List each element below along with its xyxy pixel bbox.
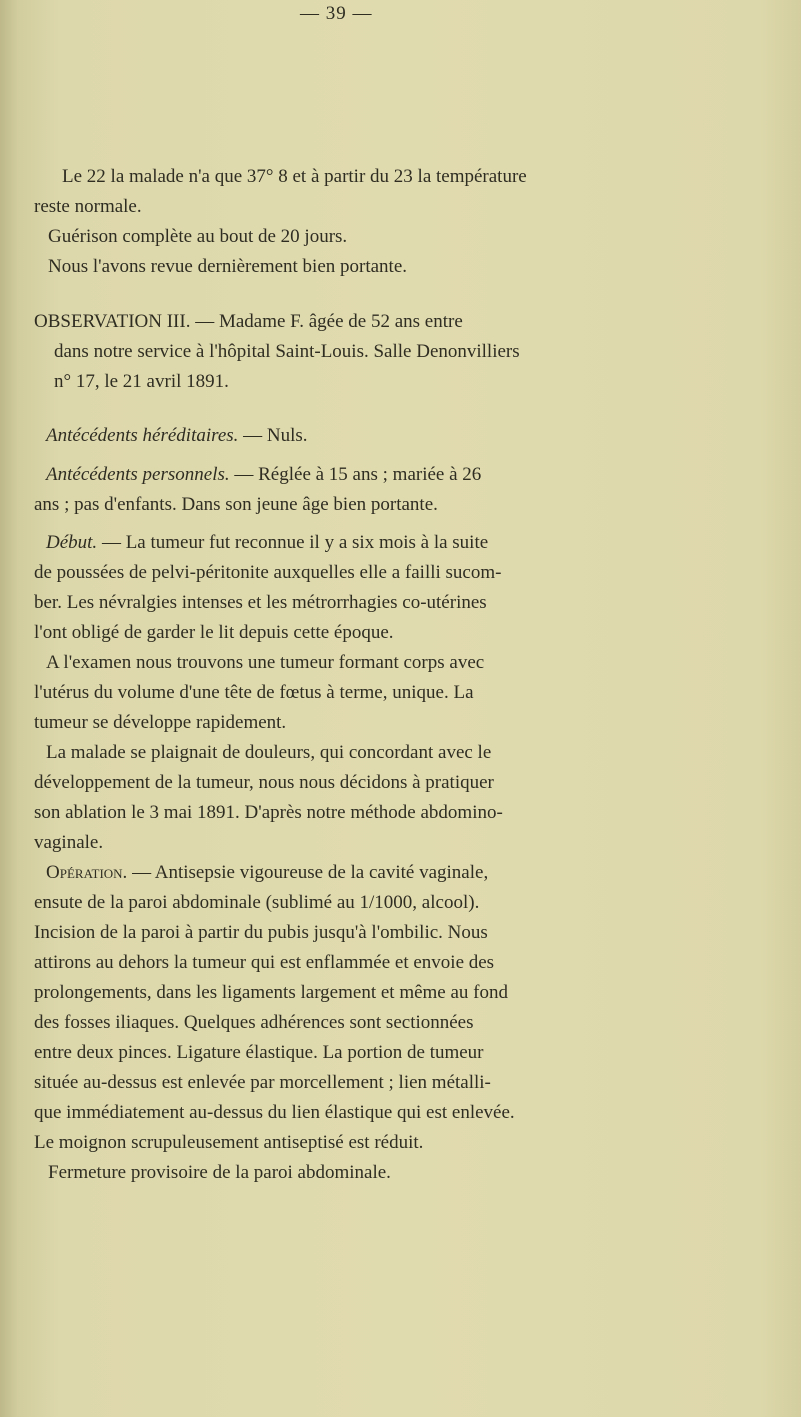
text-line: des fosses iliaques. Quelques adhérences sont sectionnées xyxy=(34,1012,474,1033)
text-line: attirons au dehors la tumeur qui est enflammée et envoie des xyxy=(34,952,495,973)
text-line: vaginale. xyxy=(34,832,104,853)
text-line: entre deux pinces. Ligature élastique. La portion de tumeur xyxy=(34,1042,484,1063)
section-label-operation: Opération. xyxy=(46,862,128,883)
text-line: prolongements, dans les ligaments largement et même au fond xyxy=(34,982,508,1003)
text-line: Le moignon scrupuleusement antiseptisé est réduit. xyxy=(34,1132,424,1153)
text-line: située au-dessus est enlevée par morcellement ; lien métalli- xyxy=(34,1072,491,1093)
text-line: l'utérus du volume d'une tête de fœtus à terme, unique. La xyxy=(34,682,474,703)
text-line: de poussées de pelvi-péritonite auxquelles elle a failli sucom- xyxy=(34,562,502,583)
text-line: reste normale. xyxy=(34,196,142,217)
text-line: ber. Les névralgies intenses et les métrorrhagies co-utérines xyxy=(34,592,487,613)
text-line: Opération. — Antisepsie vigoureuse de la cavité vaginale, xyxy=(46,862,489,883)
text-line: Incision de la paroi à partir du pubis jusqu'à l'ombilic. Nous xyxy=(34,922,488,943)
section-label-personal: Antécédents personnels. xyxy=(46,464,230,485)
text-line: Nous l'avons revue dernièrement bien portante. xyxy=(48,256,408,277)
section-label-hereditary: Antécédents héréditaires. xyxy=(46,425,239,446)
text-line: Le 22 la malade n'a que 37° 8 et à partir du 23 la température xyxy=(62,166,527,187)
text-line: A l'examen nous trouvons une tumeur formant corps avec xyxy=(46,652,485,673)
text-line: dans notre service à l'hôpital Saint-Louis. Salle Denonvilliers xyxy=(54,341,520,362)
text-line: tumeur se développe rapidement. xyxy=(34,712,287,733)
page-number: — 39 — xyxy=(300,3,373,24)
text-line: La malade se plaignait de douleurs, qui concordant avec le xyxy=(46,742,492,763)
text-line: Guérison complète au bout de 20 jours. xyxy=(48,226,348,247)
text-line: Antécédents héréditaires. — Nuls. xyxy=(46,425,308,446)
text-line: Fermeture provisoire de la paroi abdominale. xyxy=(48,1162,391,1183)
text-line: son ablation le 3 mai 1891. D'après notre méthode abdomino- xyxy=(34,802,503,823)
text-line: Antécédents personnels. — Réglée à 15 ans ; mariée à 26 xyxy=(46,464,482,485)
text-line: n° 17, le 21 avril 1891. xyxy=(54,371,229,392)
section-label-debut: Début. xyxy=(46,532,98,553)
text-line: développement de la tumeur, nous nous décidons à pratiquer xyxy=(34,772,494,793)
observation-heading: OBSERVATION III. — Madame F. âgée de 52 ans entre xyxy=(34,311,463,332)
text-line: ans ; pas d'enfants. Dans son jeune âge bien portante. xyxy=(34,494,438,515)
text-line: l'ont obligé de garder le lit depuis cette époque. xyxy=(34,622,394,643)
text-line: Début. — La tumeur fut reconnue il y a six mois à la suite xyxy=(46,532,489,553)
text-line: que immédiatement au-dessus du lien élastique qui est enlevée. xyxy=(34,1102,515,1123)
text-line: ensute de la paroi abdominale (sublimé au 1/1000, alcool). xyxy=(34,892,480,913)
